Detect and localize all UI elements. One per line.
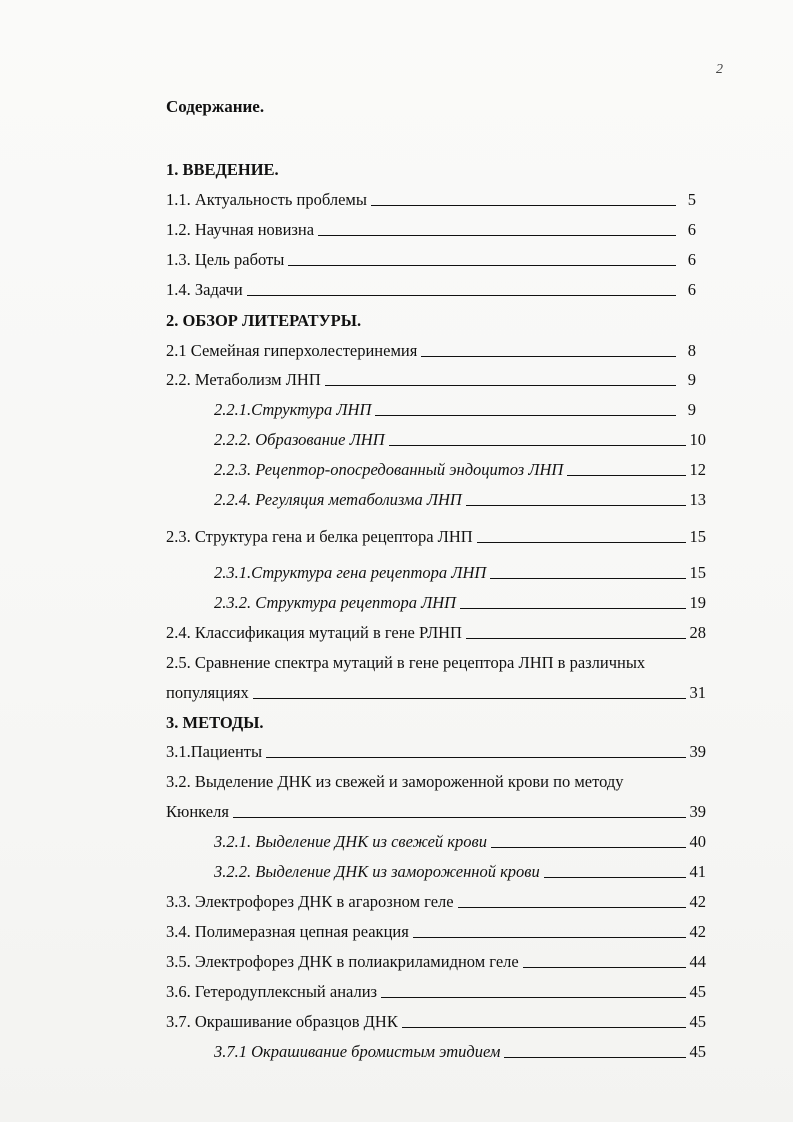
dot-leader [491, 847, 686, 848]
dot-leader [266, 757, 686, 758]
toc-entry-label: 2.2. Метаболизм ЛНП [166, 370, 321, 389]
toc-subentry [214, 458, 706, 480]
toc-section-heading [166, 711, 706, 733]
toc-entry-first-line [166, 770, 706, 792]
toc-entry-label: Кюнкеля [166, 802, 229, 821]
toc-entry [166, 218, 696, 240]
toc-entry-page: 9 [687, 400, 696, 419]
toc-entry-page: 45 [689, 982, 706, 1001]
toc-entry-page: 5 [687, 190, 696, 209]
toc-entry [166, 740, 706, 762]
toc-entry-label: 3.2. Выделение ДНК из свежей и замороженной крови по методу [166, 772, 624, 791]
toc-entry [166, 920, 706, 942]
toc-subentry [214, 591, 706, 613]
toc-entry-page: 13 [689, 490, 706, 509]
toc-title: Содержание. [166, 97, 265, 116]
toc-entry-label: 1.3. Цель работы [166, 250, 285, 269]
toc-subentry [214, 860, 706, 882]
toc-entry-page: 39 [689, 742, 706, 761]
toc-entry-label: 2.4. Классификация мутаций в гене РЛНП [166, 623, 462, 642]
toc-entry [166, 681, 706, 703]
toc-entry [166, 248, 696, 270]
toc-entry-label: 2.3.1.Структура гена рецептора ЛНП [214, 563, 487, 582]
toc-entry-label: 1.1. Актуальность проблемы [166, 190, 367, 209]
toc-entry-label: 3.3. Электрофорез ДНК в агарозном геле [166, 892, 454, 911]
toc-section-heading [166, 158, 706, 180]
toc-entry-label: 3.5. Электрофорез ДНК в полиакриламидном геле [166, 952, 519, 971]
toc-entry-label: 3. МЕТОДЫ. [166, 713, 264, 732]
toc-subentry [214, 488, 706, 510]
dot-leader [460, 608, 686, 609]
toc-entry-label: 3.2.1. Выделение ДНК из свежей крови [214, 832, 487, 851]
page-number: 2 [716, 62, 723, 77]
toc-entry-first-line [166, 651, 706, 673]
dot-leader [325, 385, 676, 386]
toc-entry-label: 2.5. Сравнение спектра мутаций в гене рецептора ЛНП в различных [166, 653, 646, 672]
dot-leader [247, 295, 676, 296]
toc-entry [166, 188, 696, 210]
toc-entry-label: 3.2.2. Выделение ДНК из замороженной крови [214, 862, 540, 881]
dot-leader [318, 235, 676, 236]
dot-leader [466, 505, 686, 506]
toc-entry-page: 19 [689, 593, 706, 612]
dot-leader [375, 415, 676, 416]
toc-entry [166, 621, 706, 643]
dot-leader [253, 698, 686, 699]
toc-entry-page: 28 [689, 623, 706, 642]
dot-leader [389, 445, 686, 446]
toc-section-heading [166, 309, 706, 331]
toc-entry-page: 41 [689, 862, 706, 881]
dot-leader [233, 817, 686, 818]
dot-leader [371, 205, 676, 206]
toc-entry-page: 6 [687, 220, 696, 239]
dot-leader [458, 907, 686, 908]
dot-leader [402, 1027, 686, 1028]
toc-entry-page: 8 [687, 341, 696, 360]
toc-entry-page: 44 [689, 952, 706, 971]
toc-entry-page: 12 [689, 460, 706, 479]
toc-entry-label: 2.2.2. Образование ЛНП [214, 430, 385, 449]
toc-entry-page: 15 [689, 527, 706, 546]
toc-entry-label: 1.4. Задачи [166, 280, 243, 299]
dot-leader [413, 937, 686, 938]
toc-entry-page: 9 [687, 370, 696, 389]
dot-leader [490, 578, 686, 579]
toc-entry-page: 45 [689, 1042, 706, 1061]
dot-leader [381, 997, 686, 998]
toc-entry [166, 980, 706, 1002]
toc-entry [166, 525, 706, 547]
toc-entry [166, 339, 696, 361]
toc-entry-label: 2.1 Семейная гиперхолестеринемия [166, 341, 418, 360]
toc-entry-label: 3.7.1 Окрашивание бромистым этидием [214, 1042, 501, 1061]
toc-entry-label: 2.3. Структура гена и белка рецептора ЛНП [166, 527, 473, 546]
toc-entry-label: 2.3.2. Структура рецептора ЛНП [214, 593, 457, 612]
toc-entry [166, 368, 696, 390]
toc-entry-page: 10 [689, 430, 706, 449]
toc-entry-label: 3.6. Гетеродуплексный анализ [166, 982, 378, 1001]
toc-entry [166, 1010, 706, 1032]
toc-entry-page: 15 [689, 563, 706, 582]
toc-entry-label: 1. ВВЕДЕНИЕ. [166, 160, 279, 179]
toc-entry-label: 3.1.Пациенты [166, 742, 263, 761]
toc-entry-page: 6 [687, 250, 696, 269]
toc-entry-page: 42 [689, 892, 706, 911]
toc-entry [166, 800, 706, 822]
toc-entry-label: 3.4. Полимеразная цепная реакция [166, 922, 409, 941]
toc-entry-label: 2.2.1.Структура ЛНП [214, 400, 372, 419]
toc-entry-label: 2. ОБЗОР ЛИТЕРАТУРЫ. [166, 311, 362, 330]
dot-leader [421, 356, 676, 357]
toc-entry-page: 31 [689, 683, 706, 702]
toc-entry-page: 45 [689, 1012, 706, 1031]
toc-subentry [214, 830, 706, 852]
dot-leader [288, 265, 676, 266]
toc-subentry [214, 561, 706, 583]
toc-subentry [214, 1040, 706, 1062]
dot-leader [544, 877, 686, 878]
toc-entry-page: 40 [689, 832, 706, 851]
toc-entry-page: 6 [687, 280, 696, 299]
dot-leader [567, 475, 686, 476]
dot-leader [504, 1057, 686, 1058]
toc-entry-page: 39 [689, 802, 706, 821]
toc-entry-label: 2.2.3. Рецептор-опосредованный эндоцитоз ЛНП [214, 460, 564, 479]
dot-leader [477, 542, 686, 543]
dot-leader [523, 967, 686, 968]
toc-entry-label: 2.2.4. Регуляция метаболизма ЛНП [214, 490, 462, 509]
toc-entry [166, 890, 706, 912]
toc-entry [166, 278, 696, 300]
toc-subentry [214, 398, 696, 420]
toc-entry-label: 1.2. Научная новизна [166, 220, 315, 239]
toc-entry-label: популяциях [166, 683, 249, 702]
toc-entry-label: 3.7. Окрашивание образцов ДНК [166, 1012, 398, 1031]
toc-entry [166, 950, 706, 972]
toc-subentry [214, 428, 706, 450]
toc-entry-page: 42 [689, 922, 706, 941]
dot-leader [466, 638, 686, 639]
